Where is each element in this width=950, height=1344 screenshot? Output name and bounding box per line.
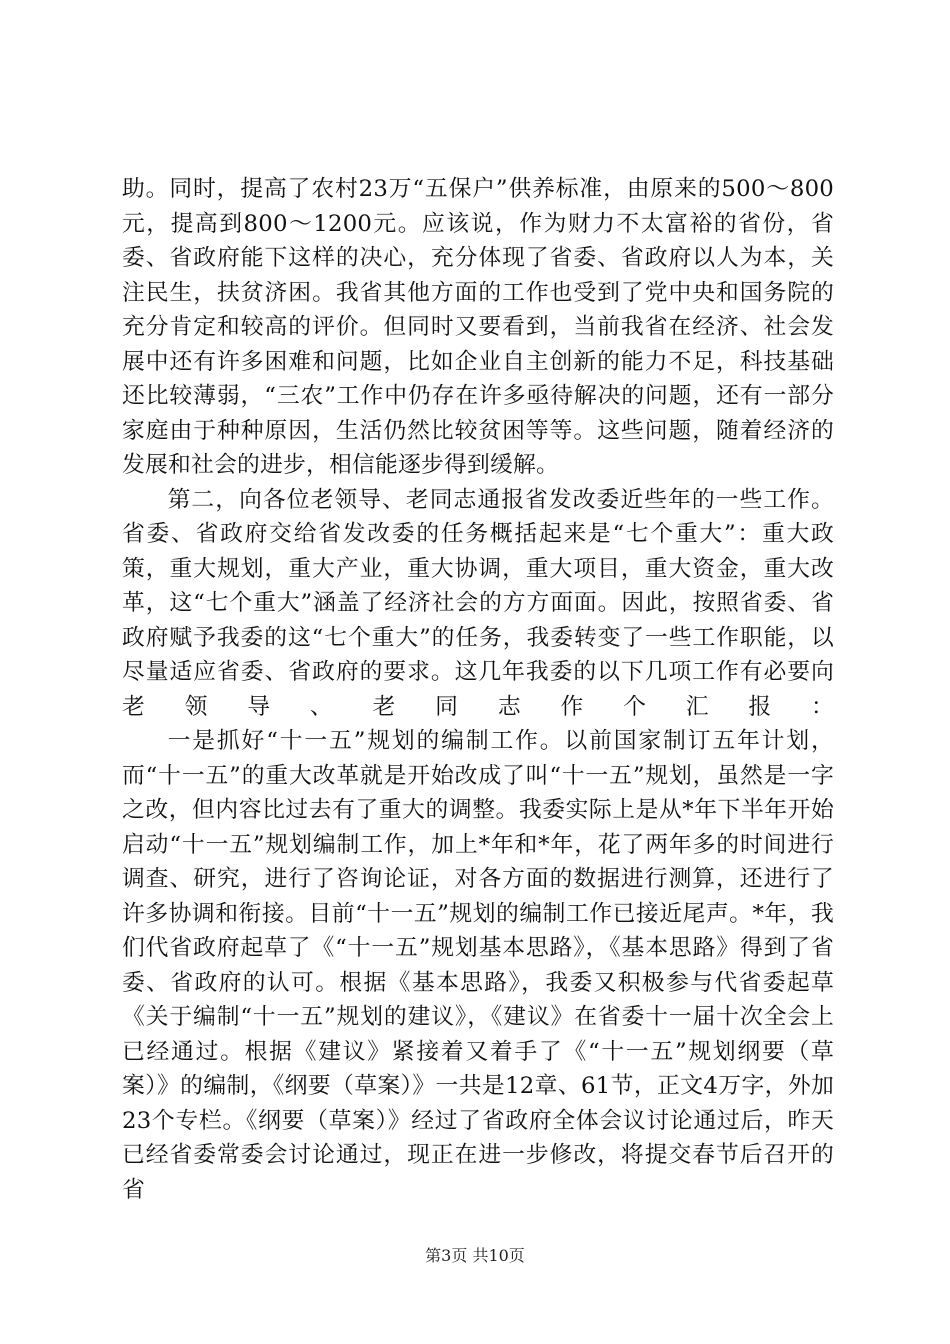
paragraph-2: 第二，向各位老领导、老同志通报省发改委近些年的一些工作。省委、省政府交给省发改委的任务概括起来是“七个重大”：重大政策，重大规划，重大产业，重大协调，重大项目，重大资金，重大改革，这“七个重大”涵盖了经济社会的方方面面。因此，按照省委、省政府赋予我委的这“七个重大”的任务，我委转变了一些工作职能，以尽量适应省委、省政府的要求。这几年我委的以下几项工作有必要向老领导、老同志作个汇报： xyxy=(122,486,834,720)
paragraph-1: 助。同时，提高了农村23万“五保户”供养标准，由原来的500～800元，提高到800～1200元。应该说，作为财力不太富裕的省份，省委、省政府能下这样的决心，充分体现了省委、省政府以人为本，关注民生，扶贫济困。我省其他方面的工作也受到了党中央和国务院的充分肯定和较高的评价。但同时又要看到，当前我省在经济、社会发展中还有许多困难和问题，比如企业自主创新的能力不足，科技基础还比较薄弱，“三农”工作中仍存在许多亟待解决的问题，还有一部分家庭由于种种原因，生活仍然比较贫困等等。这些问题，随着经济的发展和社会的进步，相信能逐步得到缓解。 xyxy=(122,176,834,478)
paragraph-3: 一是抓好“十一五”规划的编制工作。以前国家制订五年计划，而“十一五”的重大改革就是开始改成了叫“十一五”规划，虽然是一字之改，但内容比过去有了重大的调整。我委实际上是从*年下半年开始启动“十一五”规划编制工作，加上*年和*年，花了两年多的时间进行调查、研究，进行了咨询论证，对各方面的数据进行测算，还进行了许多协调和衔接。目前“十一五”规划的编制工作已接近尾声。*年，我们代省政府起草了《“十一五”规划基本思路》，《基本思路》得到了省委、省政府的认可。根据《基本思路》，我委又积极参与代省委起草《关于编制“十一五”规划的建议》，《建议》在省委十一届十次全会上已经通过。根据《建议》紧接着又着手了《“十一五”规划纲要（草案）》的编制，《纲要（草案）》一共是12章、61节，正文4万字，外加23个专栏。《纲要（草案）》经过了省政府全体会议讨论通过后，昨天已经省委常委会讨论通过，现正在进一步修改，将提交春节后召开的省 xyxy=(122,728,834,1203)
page-footer: 第3页 共10页 xyxy=(425,1246,525,1265)
document-body xyxy=(122,172,834,1207)
